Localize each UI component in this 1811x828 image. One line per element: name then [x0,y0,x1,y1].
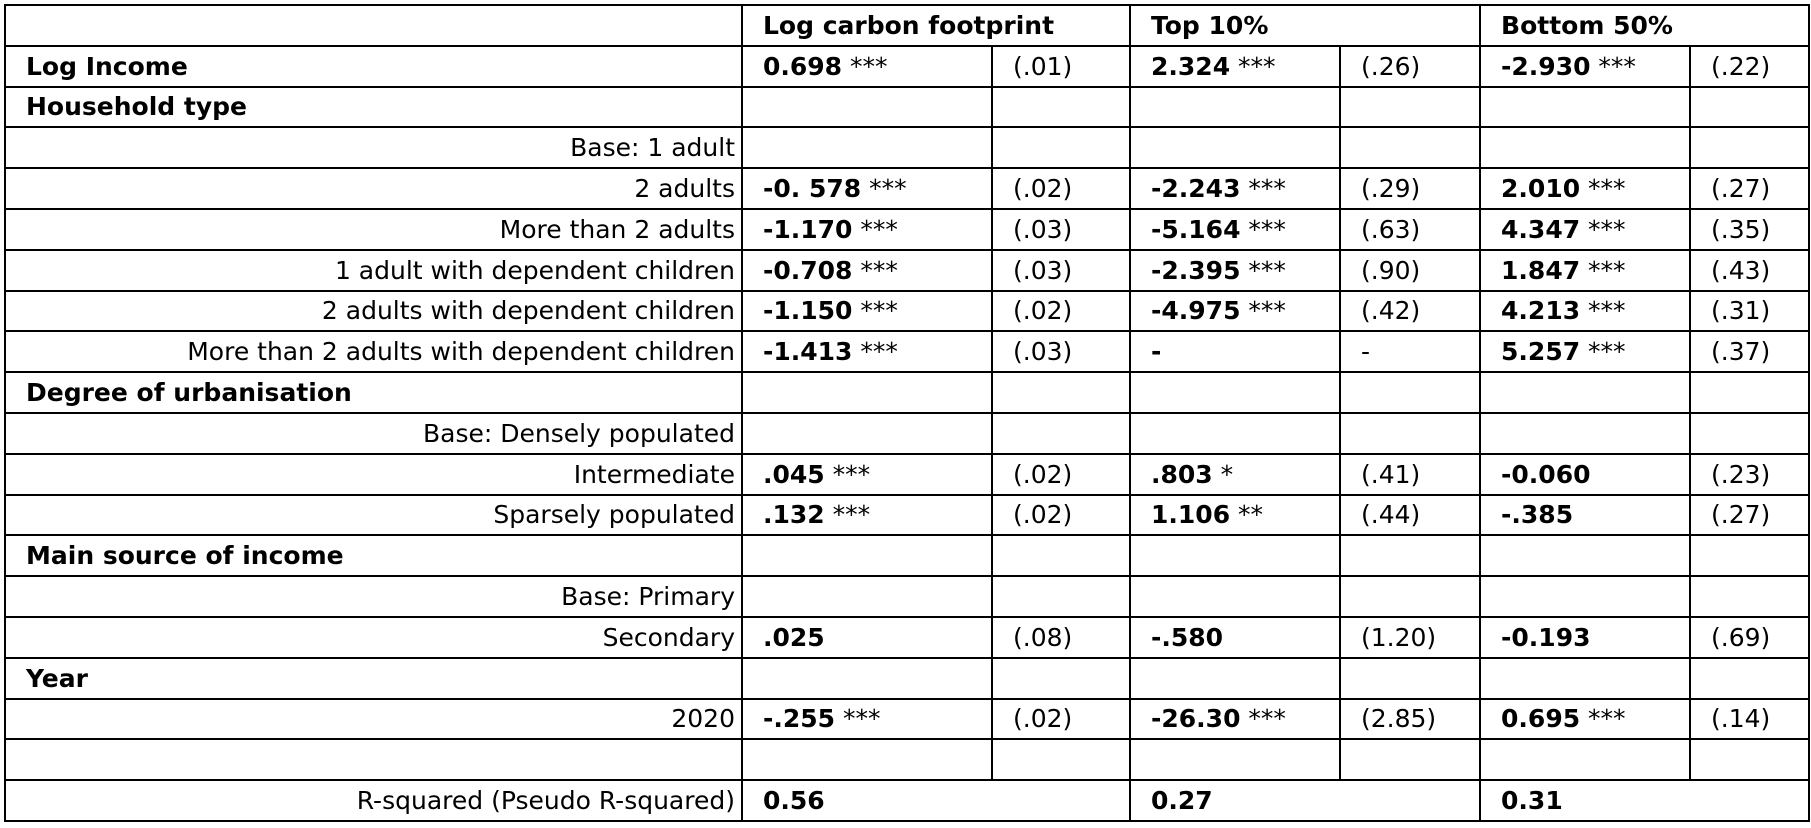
standard-error-cell-bottom-50 [1690,413,1809,454]
standard-error-cell-bottom-50 [1690,576,1809,617]
coefficient-cell-bottom-50 [1480,413,1690,454]
table-row [5,454,1809,495]
significance-stars: *** [1580,214,1626,244]
coefficient-cell-top-10 [1130,576,1340,617]
standard-error-cell-log-carbon: (.02) [992,291,1130,332]
coefficient-value: 0.698 [763,51,843,81]
coefficient-cell-top-10 [1130,535,1340,576]
section-label: Log Income [5,46,742,87]
standard-error-cell-log-carbon [992,658,1130,699]
standard-error-cell-top-10 [1340,87,1480,128]
significance-stars: * [1212,459,1234,489]
standard-error-cell-top-10: (.29) [1340,168,1480,209]
standard-error-cell-top-10: (2.85) [1340,699,1480,740]
standard-error-cell-bottom-50: (.35) [1690,209,1809,250]
coefficient-cell-top-10 [1130,209,1340,250]
standard-error-cell-top-10: (.44) [1340,495,1480,536]
standard-error-cell-log-carbon: (.03) [992,331,1130,372]
significance-stars: *** [1240,704,1286,734]
header-corner-cell [5,5,742,46]
standard-error-cell-log-carbon [992,372,1130,413]
significance-stars: *** [1240,255,1286,285]
coefficient-cell-log-carbon [742,331,992,372]
coefficient-value: 4.213 [1501,296,1581,326]
table-row [5,372,1809,413]
coefficient-cell-top-10 [1130,291,1340,332]
coefficient-value: -2.930 [1501,51,1591,81]
section-label: Year [5,658,742,699]
coefficient-value: -1.150 [763,296,853,326]
coefficient-cell-log-carbon [742,291,992,332]
coefficient-value: .025 [763,622,825,652]
row-label: More than 2 adults with dependent children [5,331,742,372]
standard-error-cell-top-10 [1340,658,1480,699]
section-label: Household type [5,87,742,128]
coefficient-value: .803 [1151,459,1213,489]
significance-stars: *** [1240,214,1286,244]
significance-stars: *** [1590,51,1636,81]
significance-stars: ** [1230,500,1264,530]
coefficient-cell-log-carbon [742,739,992,780]
coefficient-cell-bottom-50 [1480,209,1690,250]
coefficient-cell-log-carbon [742,495,992,536]
coefficient-value: 5.257 [1501,337,1581,367]
standard-error-cell-bottom-50: (.27) [1690,168,1809,209]
r-squared-label: R-squared (Pseudo R-squared) [5,780,742,821]
table-row [5,413,1809,454]
coefficient-cell-log-carbon [742,87,992,128]
significance-stars: *** [842,51,888,81]
coefficient-value: -4.975 [1151,296,1241,326]
table-row [5,291,1809,332]
standard-error-cell-bottom-50 [1690,372,1809,413]
header-bottom-50: Bottom 50% [1480,5,1809,46]
row-label: Secondary [5,617,742,658]
table-row [5,168,1809,209]
table-row [5,535,1809,576]
standard-error-cell-log-carbon: (.03) [992,209,1130,250]
coefficient-cell-bottom-50 [1480,372,1690,413]
r-squared-row [5,780,1809,821]
coefficient-value: 2.324 [1151,51,1231,81]
coefficient-value: .045 [763,459,825,489]
coefficient-cell-top-10 [1130,46,1340,87]
significance-stars: *** [1580,174,1626,204]
section-label: Degree of urbanisation [5,372,742,413]
significance-stars: *** [1230,51,1276,81]
significance-stars: *** [835,704,881,734]
standard-error-cell-top-10 [1340,576,1480,617]
r-squared-value-top-10: 0.27 [1130,780,1480,821]
row-label: Base: 1 adult [5,127,742,168]
coefficient-value: - [1151,337,1162,367]
significance-stars: *** [1580,255,1626,285]
coefficient-cell-top-10 [1130,413,1340,454]
coefficient-cell-log-carbon [742,576,992,617]
standard-error-cell-bottom-50 [1690,739,1809,780]
significance-stars: *** [852,255,898,285]
row-label: Sparsely populated [5,495,742,536]
table-row [5,617,1809,658]
standard-error-cell-log-carbon [992,576,1130,617]
coefficient-value: -.255 [763,704,836,734]
coefficient-cell-top-10 [1130,617,1340,658]
coefficient-cell-log-carbon [742,168,992,209]
standard-error-cell-top-10: (1.20) [1340,617,1480,658]
table-row [5,87,1809,128]
significance-stars: *** [1580,296,1626,326]
coefficient-value: -.580 [1151,622,1224,652]
standard-error-cell-log-carbon [992,127,1130,168]
coefficient-cell-top-10 [1130,331,1340,372]
table-row [5,576,1809,617]
standard-error-cell-top-10: (.63) [1340,209,1480,250]
coefficient-value: -2.243 [1151,174,1241,204]
regression-table [4,4,1810,822]
coefficient-value: 0.695 [1501,704,1581,734]
standard-error-cell-log-carbon [992,413,1130,454]
standard-error-cell-top-10 [1340,413,1480,454]
significance-stars: *** [824,500,871,530]
standard-error-cell-log-carbon: (.03) [992,250,1130,291]
coefficient-cell-bottom-50 [1480,331,1690,372]
significance-stars: *** [1240,296,1286,326]
standard-error-cell-top-10: (.26) [1340,46,1480,87]
standard-error-cell-bottom-50 [1690,127,1809,168]
coefficient-cell-bottom-50 [1480,291,1690,332]
header-log-carbon-footprint: Log carbon footprint [742,5,1130,46]
coefficient-cell-log-carbon [742,658,992,699]
standard-error-cell-bottom-50 [1690,535,1809,576]
coefficient-value: 2.010 [1501,174,1581,204]
coefficient-value: 1.106 [1151,500,1231,530]
coefficient-cell-top-10 [1130,168,1340,209]
coefficient-cell-bottom-50 [1480,87,1690,128]
row-label: 2020 [5,699,742,740]
coefficient-cell-top-10 [1130,87,1340,128]
coefficient-value: -.385 [1501,500,1574,530]
standard-error-cell-log-carbon: (.02) [992,168,1130,209]
coefficient-cell-top-10 [1130,250,1340,291]
row-label [5,739,742,780]
standard-error-cell-top-10 [1340,535,1480,576]
significance-stars: *** [852,337,898,367]
standard-error-cell-top-10: (.90) [1340,250,1480,291]
row-label: More than 2 adults [5,209,742,250]
coefficient-cell-bottom-50 [1480,454,1690,495]
significance-stars: *** [824,459,871,489]
standard-error-cell-top-10 [1340,127,1480,168]
standard-error-cell-bottom-50: (.43) [1690,250,1809,291]
standard-error-cell-log-carbon: (.02) [992,454,1130,495]
table-row [5,127,1809,168]
standard-error-cell-log-carbon: (.02) [992,699,1130,740]
table-row [5,331,1809,372]
standard-error-cell-bottom-50 [1690,87,1809,128]
coefficient-cell-top-10 [1130,739,1340,780]
significance-stars: *** [852,214,898,244]
coefficient-cell-bottom-50 [1480,127,1690,168]
coefficient-value: -0. 578 [763,174,862,204]
significance-stars: *** [1580,337,1626,367]
coefficient-cell-bottom-50 [1480,699,1690,740]
coefficient-cell-log-carbon [742,454,992,495]
standard-error-cell-bottom-50: (.14) [1690,699,1809,740]
table-row [5,250,1809,291]
coefficient-value: -5.164 [1151,214,1241,244]
coefficient-value: -0.708 [763,255,853,285]
row-label: Intermediate [5,454,742,495]
coefficient-value: -26.30 [1151,704,1241,734]
r-squared-value-log-carbon: 0.56 [742,780,1130,821]
coefficient-cell-log-carbon [742,46,992,87]
coefficient-value: 4.347 [1501,214,1581,244]
coefficient-cell-bottom-50 [1480,617,1690,658]
coefficient-cell-log-carbon [742,372,992,413]
coefficient-cell-log-carbon [742,617,992,658]
section-label: Main source of income [5,535,742,576]
coefficient-value: -0.060 [1501,459,1591,489]
standard-error-cell-log-carbon [992,535,1130,576]
coefficient-cell-bottom-50 [1480,168,1690,209]
coefficient-value: -2.395 [1151,255,1241,285]
standard-error-cell-top-10: (.42) [1340,291,1480,332]
table-row [5,209,1809,250]
coefficient-cell-top-10 [1130,658,1340,699]
coefficient-value: -1.413 [763,337,853,367]
row-label: Base: Densely populated [5,413,742,454]
coefficient-cell-bottom-50 [1480,46,1690,87]
coefficient-cell-bottom-50 [1480,250,1690,291]
row-label: Base: Primary [5,576,742,617]
header-row [5,5,1809,46]
coefficient-cell-top-10 [1130,699,1340,740]
coefficient-cell-bottom-50 [1480,658,1690,699]
coefficient-cell-bottom-50 [1480,576,1690,617]
coefficient-cell-top-10 [1130,372,1340,413]
coefficient-cell-log-carbon [742,209,992,250]
significance-stars: *** [861,174,907,204]
coefficient-cell-log-carbon [742,699,992,740]
table-row [5,739,1809,780]
coefficient-cell-bottom-50 [1480,495,1690,536]
significance-stars: *** [852,296,898,326]
standard-error-cell-log-carbon: (.01) [992,46,1130,87]
standard-error-cell-bottom-50: (.69) [1690,617,1809,658]
significance-stars: *** [1580,704,1626,734]
table-row [5,699,1809,740]
coefficient-value: 1.847 [1501,255,1581,285]
coefficient-cell-log-carbon [742,127,992,168]
standard-error-cell-top-10: - [1340,331,1480,372]
row-label: 1 adult with dependent children [5,250,742,291]
standard-error-cell-bottom-50: (.31) [1690,291,1809,332]
standard-error-cell-bottom-50 [1690,658,1809,699]
coefficient-cell-top-10 [1130,495,1340,536]
standard-error-cell-bottom-50: (.22) [1690,46,1809,87]
coefficient-cell-log-carbon [742,250,992,291]
coefficient-cell-top-10 [1130,454,1340,495]
row-label: 2 adults [5,168,742,209]
standard-error-cell-log-carbon: (.02) [992,495,1130,536]
row-label: 2 adults with dependent children [5,291,742,332]
coefficient-cell-log-carbon [742,535,992,576]
coefficient-value: .132 [763,500,825,530]
coefficient-cell-top-10 [1130,127,1340,168]
r-squared-value-bottom-50: 0.31 [1480,780,1809,821]
standard-error-cell-log-carbon: (.08) [992,617,1130,658]
header-top-10: Top 10% [1130,5,1480,46]
standard-error-cell-top-10: (.41) [1340,454,1480,495]
coefficient-cell-bottom-50 [1480,535,1690,576]
coefficient-cell-log-carbon [742,413,992,454]
coefficient-cell-bottom-50 [1480,739,1690,780]
standard-error-cell-bottom-50: (.37) [1690,331,1809,372]
coefficient-value: -0.193 [1501,622,1591,652]
standard-error-cell-top-10 [1340,739,1480,780]
significance-stars: *** [1240,174,1286,204]
standard-error-cell-top-10 [1340,372,1480,413]
table-row [5,495,1809,536]
table-row [5,46,1809,87]
standard-error-cell-bottom-50: (.23) [1690,454,1809,495]
standard-error-cell-log-carbon [992,87,1130,128]
standard-error-cell-bottom-50: (.27) [1690,495,1809,536]
table-row [5,658,1809,699]
standard-error-cell-log-carbon [992,739,1130,780]
coefficient-value: -1.170 [763,214,853,244]
